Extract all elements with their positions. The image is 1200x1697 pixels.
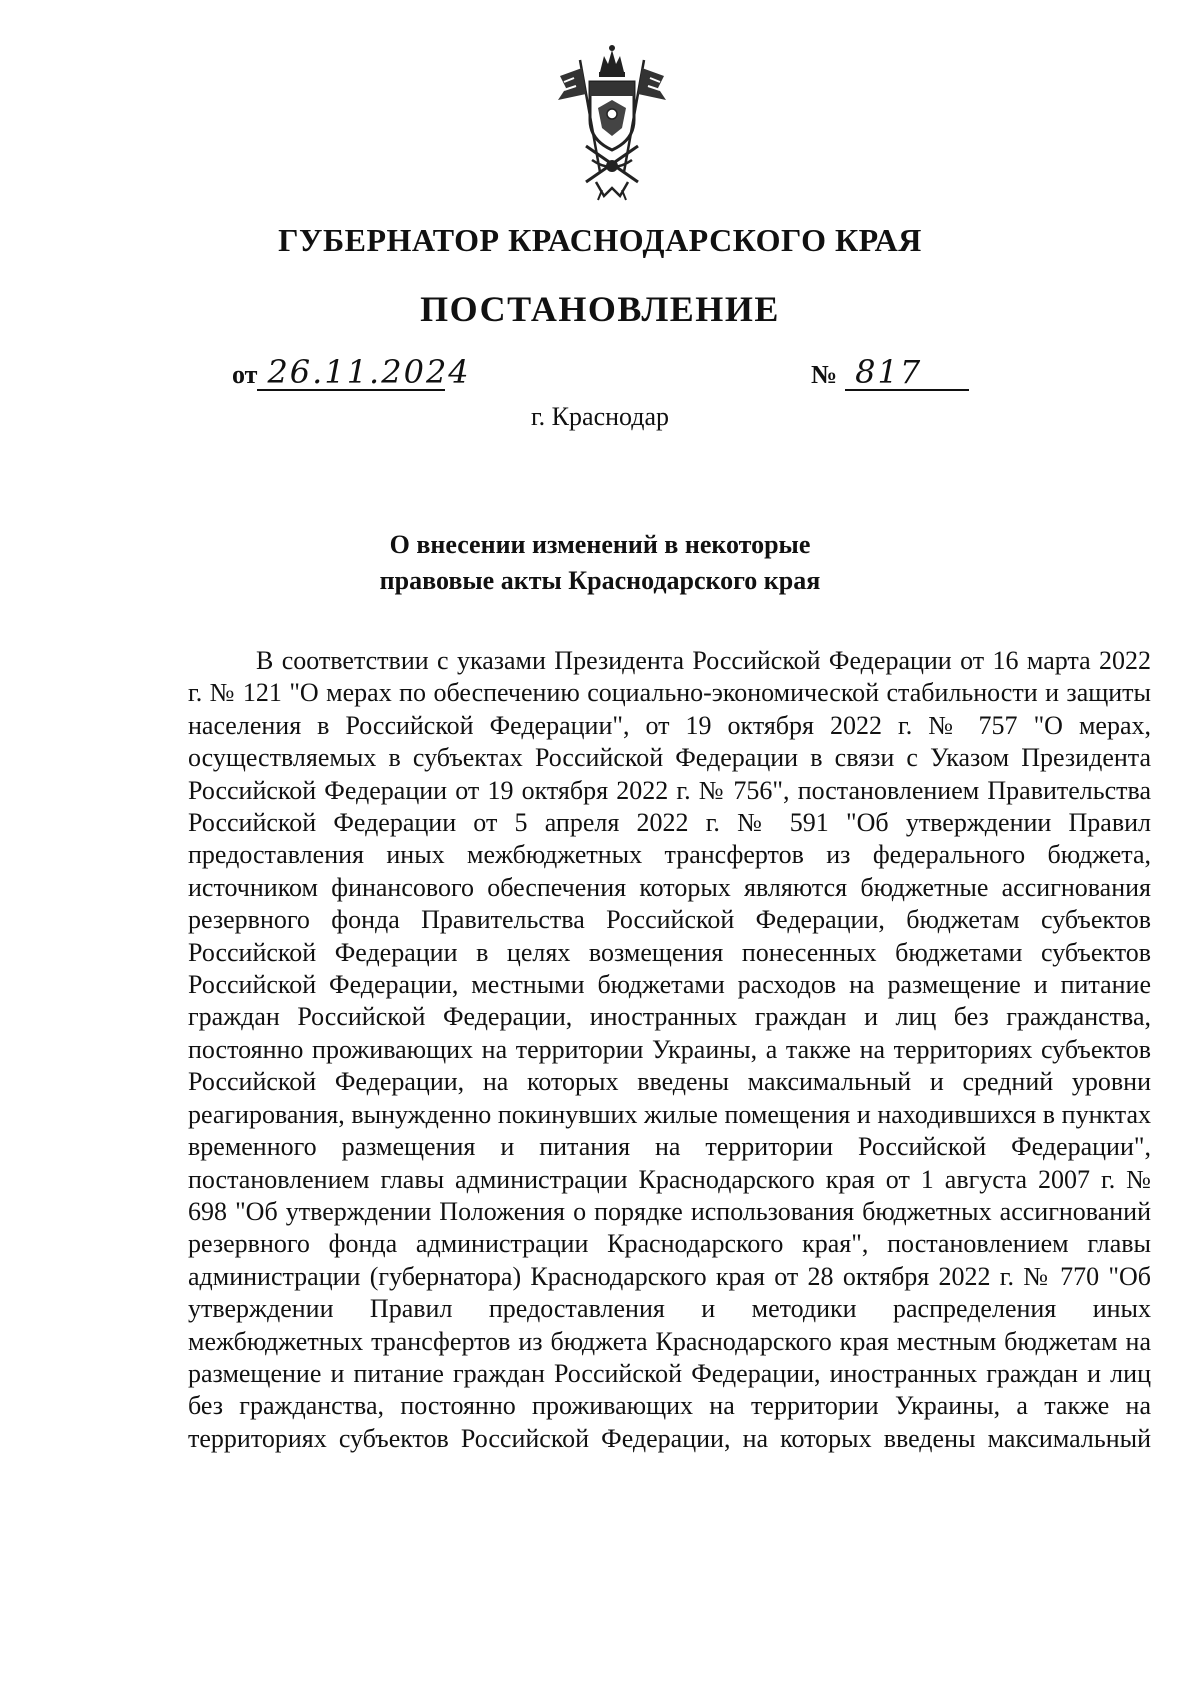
- document-number-line: [811, 355, 969, 391]
- handwritten-number: 817: [845, 355, 969, 391]
- subject-line-2: правовые акты Краснодарского края: [379, 566, 821, 595]
- date-prefix: от: [232, 360, 258, 389]
- document-type-heading: ПОСТАНОВЛЕНИЕ: [420, 289, 780, 329]
- coat-of-arms-icon: [552, 42, 672, 202]
- number-prefix: №: [811, 360, 838, 389]
- issuing-authority-title: ГУБЕРНАТОР КРАСНОДАРСКОГО КРАЯ: [278, 222, 922, 258]
- subject-line-1: О внесении изменений в некоторые: [389, 530, 811, 559]
- body-paragraph: В соответствии с указами Президента Российской Федерации от 16 марта 2022 г. № 121 "О мерах по обеспечению социально-экономической стабильности и защиты населения в Российской Федерации", от 19 октября 2022 г. № 757 "О мерах, осуществляемых в субъектах Российской Федерации в связи с Указом Президента Российской Федерации от 19 октября 2022 г. № 756", постановлением Правительства Российской Федерации от 5 апреля 2022 г. № 591 "Об утверждении Правил предоставления иных межбюджетных трансфертов из федерального бюджета, источником финансового обеспечения которых являются бюджетные ассигнования резервного фонда Правительства Российской Федерации, бюджетам субъектов Российской Федерации в целях возмещения понесенных бюджетами субъектов Российской Федерации, местными бюджетами расходов на размещение и питание граждан Российской Федерации, иностранных граждан и лиц без гражданства, постоянно проживающих на территории Украины, а также на территориях субъектов Российской Федерации, на которых введены максимальный и средний уровни реагирования, вынужденно покинувших жилые помещения и находившихся в пунктах временного размещения и питания на территории Российской Федерации", постановлением главы администрации Краснодарского края от 1 августа 2007 г. № 698 "Об утверждении Положения о порядке использования бюджетных ассигнований резервного фонда администрации Краснодарского края", постановлением главы администрации (губернатора) Краснодарского края от 28 октября 2022 г. № 770 "Об утверждении Правил предоставления и методики распределения иных межбюджетных трансфертов из бюджета Краснодарского края местным бюджетам на размещение и питание граждан Российской Федерации, иностранных граждан и лиц без гражданства, постоянно проживающих на территории Украины, а также на территориях субъектов Российской Федерации, на которых введены максимальный: [188, 646, 1151, 1453]
- document-subject: [0, 527, 1200, 599]
- issue-city: г. Краснодар: [530, 402, 670, 431]
- handwritten-date: 26.11.2024: [257, 355, 445, 391]
- document-date-line: [232, 353, 471, 391]
